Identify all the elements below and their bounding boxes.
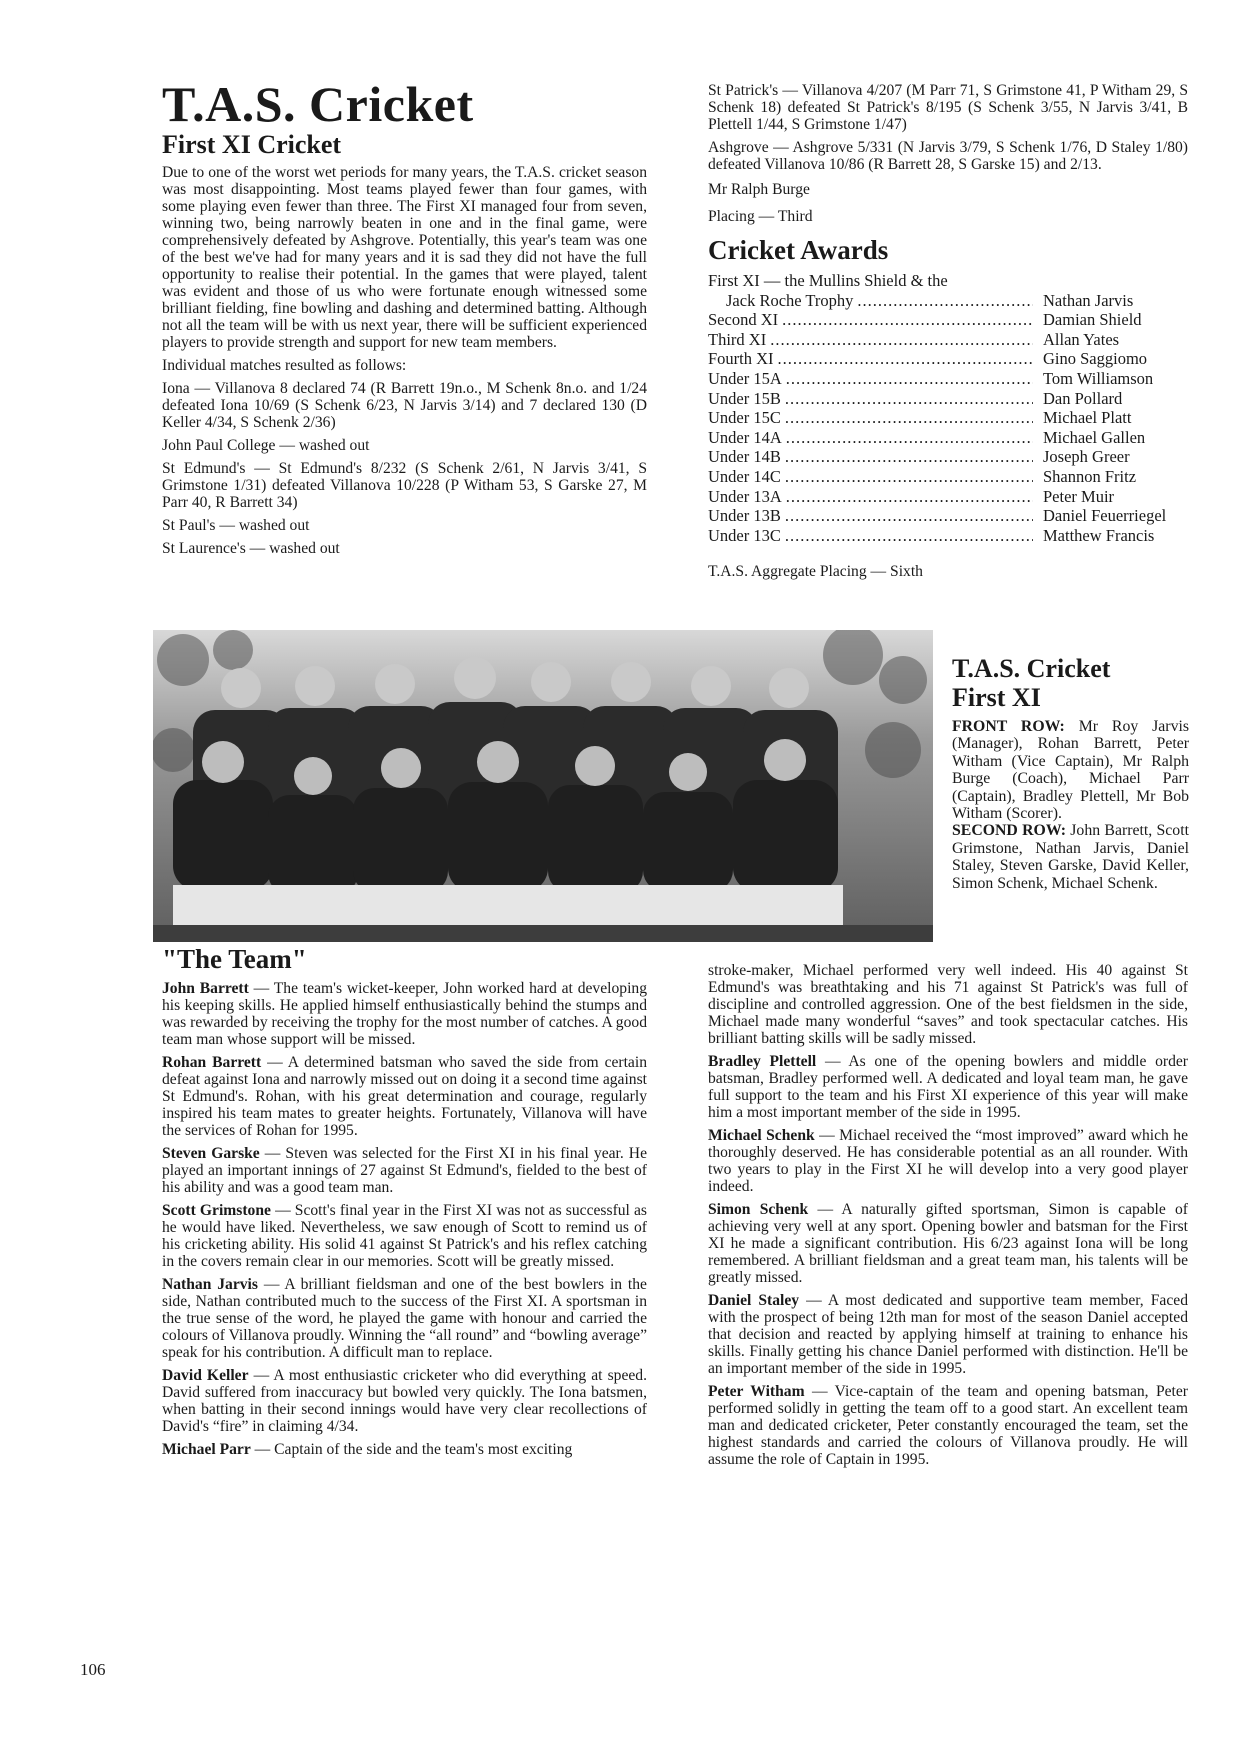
- team-photo: [153, 630, 933, 942]
- leader-dots: [786, 428, 1033, 448]
- leader-dots: [782, 310, 1033, 330]
- player-bio: [162, 1202, 647, 1270]
- leader-dots: [785, 467, 1033, 487]
- award-category: Under 14B: [708, 447, 781, 467]
- award-category: Under 15C: [708, 408, 781, 428]
- right-top-column: [708, 82, 1188, 586]
- second-row-names: John Barrett, Scott Grimstone, Nathan Jarvis, Daniel Staley, Steven Garske, David Keller, Simon Schenk, Michael Schenk.: [952, 822, 1189, 892]
- page-number: 106: [80, 1660, 106, 1679]
- award-recipient: Matthew Francis: [1043, 525, 1155, 545]
- player-name: John Barrett: [162, 980, 249, 997]
- award-row: [708, 349, 1188, 369]
- award-recipient: Gino Saggiomo: [1043, 349, 1148, 369]
- match-john-paul: John Paul College — washed out: [162, 437, 370, 454]
- award-row: [708, 526, 1188, 546]
- player-bio: [708, 1201, 1188, 1286]
- awards-list: [708, 271, 1188, 545]
- aggregate-placing: T.A.S. Aggregate Placing — Sixth: [708, 563, 923, 581]
- award-row: [708, 428, 1188, 448]
- photo-caption: [952, 654, 1189, 892]
- award-first-xi-label: First XI — the Mullins Shield & the: [708, 271, 948, 290]
- player-name: Peter Witham: [708, 1383, 805, 1400]
- leader-dots: [785, 526, 1033, 546]
- player-name: Nathan Jarvis: [162, 1276, 258, 1293]
- player-name: Simon Schenk: [708, 1201, 809, 1218]
- award-row: [708, 369, 1188, 389]
- player-bio-text: — A most dedicated and supportive team member, Faced with the prospect of being 12th man for most of the season Daniel accepted that decision and reacted by applying himself at training to enhance his skills. Finally getting his chance Daniel performed with distinction. He'll be an important member of the side in 1995.: [708, 1292, 1188, 1377]
- leader-dots: [785, 447, 1033, 467]
- player-bio: [162, 1276, 647, 1361]
- player-bio: [708, 1292, 1188, 1377]
- award-category: Under 13C: [708, 525, 781, 545]
- award-recipient: Peter Muir: [1043, 486, 1115, 506]
- player-bio-text: — Michael received the “most improved” award which he thoroughly deserved. He has considerable potential as an all rounder. With two years to play in the First XI he will develop into a very good player indeed.: [708, 1127, 1188, 1195]
- match-st-laurences: St Laurence's — washed out: [162, 540, 340, 557]
- placing: Placing — Third: [708, 208, 813, 225]
- award-row: [708, 408, 1188, 428]
- team-heading: "The Team": [162, 944, 307, 974]
- team-right-column: [708, 962, 1188, 1474]
- leader-dots: [786, 369, 1033, 389]
- award-category-cell: [708, 369, 1033, 389]
- award-category: Under 13B: [708, 506, 781, 526]
- team-left-column: [162, 944, 647, 1464]
- caption-title-line1: T.A.S. Cricket: [952, 654, 1111, 683]
- award-first-line: [708, 271, 1188, 291]
- award-category-cell: [708, 467, 1033, 487]
- matches-intro: Individual matches resulted as follows:: [162, 357, 407, 374]
- award-category: Under 14C: [708, 466, 781, 486]
- player-name: Bradley Plettell: [708, 1053, 817, 1070]
- award-category-cell: [708, 291, 1033, 311]
- left-top-column: [162, 78, 647, 563]
- player-bio-text: — As one of the opening bowlers and middle order batsman, Bradley performed well. A dedicated and loyal team man, he gave full support to the team and his First XI experience of this year will make him a most important member of the side in 1995.: [708, 1053, 1189, 1121]
- awards-heading: Cricket Awards: [708, 235, 889, 265]
- award-recipient: Damian Shield: [1043, 310, 1142, 330]
- player-bio: [708, 1053, 1188, 1121]
- player-bio-text: — Vice-captain of the team and opening batsman, Peter performed solidly in getting the team off to a good start. An excellent team man and dedicated cricketer, Peter constantly encouraged the team, set the highest standards and carried the colours of Villanova proudly. He will assume the role of Captain in 1995.: [708, 1383, 1188, 1468]
- caption-title-line2: First XI: [952, 683, 1041, 712]
- award-row: [708, 506, 1188, 526]
- coach-name: Mr Ralph Burge: [708, 181, 810, 198]
- award-recipient: Tom Williamson: [1043, 368, 1154, 388]
- award-category-cell: [708, 428, 1033, 448]
- award-row: [708, 467, 1188, 487]
- award-row: [708, 487, 1188, 507]
- award-recipient: Allan Yates: [1043, 329, 1120, 349]
- player-bio-text: — A determined batsman who saved the side from certain defeat against Iona and narrowly missed out on doing it a second time against St Edmund's. Rohan, with his great determination and courage, regularly inspired his team mates to greater heights. Fortunately, Villanova will have the services of Rohan for 1995.: [162, 1054, 647, 1139]
- match-st-patricks: St Patrick's — Villanova 4/207 (M Parr 71, S Grimstone 41, P Witham 29, S Schenk 18) defeated St Patrick's 8/195 (S Schenk 3/55, N Jarvis 3/41, B Plettell 1/44, S Grimstone 1/47): [708, 82, 1188, 133]
- award-row: [708, 447, 1188, 467]
- player-name: Daniel Staley: [708, 1292, 800, 1309]
- award-category-cell: [708, 526, 1033, 546]
- award-category-cell: [708, 330, 1033, 350]
- award-row: [708, 291, 1188, 311]
- player-bio-text: — A naturally gifted sportsman, Simon is capable of achieving very well at any sport. Opening bowler and batsman for the First XI he made a significant contribution. His 6/23 against Iona will be long remembered. A brilliant fieldsman and a great team man, his talents will be greatly missed.: [708, 1201, 1188, 1286]
- award-category-cell: [708, 408, 1033, 428]
- match-st-pauls: St Paul's — washed out: [162, 517, 310, 534]
- intro-paragraph: Due to one of the worst wet periods for many years, the T.A.S. cricket season was most disappointing. Most teams played fewer than four games, with some playing even fewer than three. The First XI managed four from seven, winning two, being narrowly beaten in one and in the final game, were comprehensively defeated by Ashgrove. Potentially, this year's team was one of the best we've had for many years and it is sad they did not have the full opportunity to realise their potential. In the games that were played, talent was evident and those of us who were fortunate enough witnessed some brilliant fielding, fine bowling and dashing and determined batting. Although not all the team will be with us next year, there will be sufficient experienced players to provide strength and support for new team members.: [162, 164, 647, 351]
- leader-dots: [857, 291, 1033, 311]
- award-row: [708, 310, 1188, 330]
- leader-dots: [785, 389, 1033, 409]
- player-bio-text: — A brilliant fieldsman and one of the best bowlers in the side, Nathan contributed much to the success of the First XI. A sportsman in the true sense of the word, he played the game with honour and carried the colours of Villanova proudly. Winning the “all round” and “bowling average” speak for his contribution. A difficult man to replace.: [162, 1276, 647, 1361]
- player-bio-text: — Scott's final year in the First XI was not as successful as he would have liked. Nevertheless, we saw enough of Scott to remind us of his cricketing ability. His solid 41 against St Patrick's and his reflex catching in the covers remain clear in our memories. Scott will be greatly missed.: [162, 1202, 648, 1270]
- michael-parr-continuation: stroke-maker, Michael performed very well indeed. His 40 against St Edmund's was breathtaking and his 71 against St Patrick's was full of discipline and controlled aggression. One of the best fieldsmen in the side, Michael made many wonderful “saves” and took spectacular catches. His brilliant batting skills will be sadly missed.: [708, 962, 1188, 1047]
- award-recipient: Nathan Jarvis: [1043, 290, 1134, 310]
- award-recipient: Shannon Fritz: [1043, 466, 1137, 486]
- player-bio-text: — Captain of the side and the team's most exciting: [250, 1441, 573, 1458]
- player-name: Rohan Barrett: [162, 1054, 262, 1071]
- team-photo-image: [153, 630, 933, 942]
- section-subtitle: First XI Cricket: [162, 130, 342, 159]
- award-recipient: Michael Platt: [1043, 408, 1132, 428]
- match-ashgrove: Ashgrove — Ashgrove 5/331 (N Jarvis 3/79, S Schenk 1/76, D Staley 1/80) defeated Villanova 10/86 (R Barrett 28, S Garske 15) and 2/13.: [708, 139, 1188, 173]
- player-bio-text: — Steven was selected for the First XI in his final year. He played an important innings of 27 against St Edmund's, fielded to the best of his ability and was a good team man.: [162, 1145, 647, 1196]
- match-iona: Iona — Villanova 8 declared 74 (R Barrett 19n.o., M Schenk 8n.o. and 1/24 defeated Iona 10/69 (S Schenk 6/23, N Jarvis 3/14) and 7 declared 130 (D Keller 4/34, S Schenk 2/36): [162, 380, 647, 431]
- award-category-cell: [708, 487, 1033, 507]
- leader-dots: [786, 487, 1033, 507]
- award-recipient: Michael Gallen: [1043, 427, 1146, 447]
- player-bio: [162, 1054, 647, 1139]
- page-title: T.A.S. Cricket: [162, 76, 474, 132]
- award-category: Under 13A: [708, 486, 782, 506]
- award-recipient: Dan Pollard: [1043, 388, 1123, 408]
- award-category-cell: [708, 389, 1033, 409]
- player-bio: [708, 1383, 1188, 1468]
- player-bio: [162, 1441, 647, 1458]
- award-category-cell: [708, 349, 1033, 369]
- player-name: Michael Schenk: [708, 1127, 815, 1144]
- leader-dots: [785, 408, 1033, 428]
- leader-dots: [785, 506, 1033, 526]
- award-category: Under 15B: [708, 388, 781, 408]
- award-category-cell: [708, 447, 1033, 467]
- player-bio: [162, 1145, 647, 1196]
- player-bio: [708, 1127, 1188, 1195]
- player-bio: [162, 980, 647, 1048]
- award-category: Fourth XI: [708, 349, 774, 369]
- award-category: Third XI: [708, 329, 767, 349]
- player-name: Scott Grimstone: [162, 1202, 271, 1219]
- player-name: Michael Parr: [162, 1441, 251, 1458]
- match-st-edmunds: St Edmund's — St Edmund's 8/232 (S Schenk 2/61, N Jarvis 3/41, S Grimstone 1/31) defeated Villanova 10/228 (P Witham 53, S Garske 27, M Parr 40, R Barrett 34): [162, 460, 647, 511]
- player-name: David Keller: [162, 1367, 249, 1384]
- leader-dots: [778, 349, 1033, 369]
- player-bio: [162, 1367, 647, 1435]
- player-name: Steven Garske: [162, 1145, 260, 1162]
- award-row: [708, 330, 1188, 350]
- second-row-label: SECOND ROW:: [952, 822, 1066, 840]
- front-row-label: FRONT ROW:: [952, 718, 1065, 735]
- award-category: Under 15A: [708, 368, 782, 388]
- player-bio-text: — The team's wicket-keeper, John worked hard at developing his keeping skills. He applied himself enthusiastically behind the stumps and was rewarded by receiving the trophy for the most number of catches. A good team man whose support will be missed.: [162, 980, 647, 1048]
- award-category: Jack Roche Trophy: [726, 290, 854, 310]
- caption-body: [952, 718, 1189, 892]
- award-category: Second XI: [708, 310, 779, 330]
- award-category-cell: [708, 506, 1033, 526]
- award-recipient: Joseph Greer: [1043, 447, 1130, 467]
- award-category: Under 14A: [708, 427, 782, 447]
- front-row-names: Mr Roy Jarvis (Manager), Rohan Barrett, Peter Witham (Vice Captain), Mr Ralph Burge (Coach), Michael Parr (Captain), Bradley Plettell, Mr Bob Witham (Scorer).: [952, 718, 1189, 823]
- award-category-cell: [708, 310, 1033, 330]
- award-row: [708, 389, 1188, 409]
- player-bio-text: — A most enthusiastic cricketer who did everything at speed. David suffered from inaccuracy but bowled very quickly. The Iona batsmen, when batting in their second innings would have very clear recollections of David's “fire” in claiming 4/34.: [162, 1367, 647, 1435]
- award-recipient: Daniel Feuerriegel: [1043, 506, 1167, 526]
- leader-dots: [770, 330, 1033, 350]
